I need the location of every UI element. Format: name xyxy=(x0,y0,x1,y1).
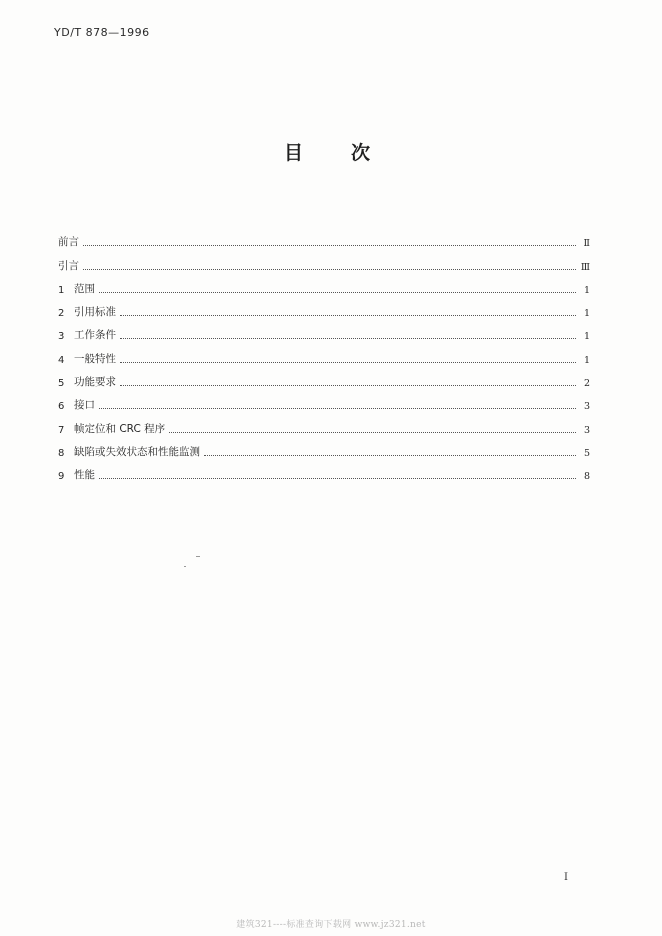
toc-entry-page: Ⅲ xyxy=(580,261,590,273)
toc-leader-dots xyxy=(169,431,576,433)
toc-leader-dots xyxy=(99,291,576,293)
watermark: 建筑321----标准查询下载网 www.jz321.net xyxy=(236,920,426,930)
toc-entry[interactable] xyxy=(58,412,590,435)
toc-entry-page: 1 xyxy=(583,331,590,343)
toc-entry[interactable] xyxy=(58,366,590,389)
toc-entry-page: 1 xyxy=(583,308,590,320)
toc-entry-page: 8 xyxy=(583,471,590,483)
toc-leader-dots xyxy=(120,314,576,316)
toc-leader-dots xyxy=(120,337,576,339)
scan-speck xyxy=(196,556,200,557)
page-number: I xyxy=(564,872,568,883)
toc-entry-page: 1 xyxy=(583,354,590,366)
toc-entry[interactable] xyxy=(58,249,590,272)
toc-entry[interactable] xyxy=(58,273,590,296)
toc-leader-dots xyxy=(99,407,576,409)
toc-entry-label: 一般特性 xyxy=(74,352,116,365)
toc-entry-number: 6 xyxy=(58,401,65,413)
toc-entry-label: 功能要求 xyxy=(74,376,116,389)
toc-leader-dots xyxy=(83,268,576,270)
toc-leader-dots xyxy=(99,477,576,479)
toc-entry-number: 7 xyxy=(58,424,65,436)
scan-speck xyxy=(184,566,186,567)
toc-entry[interactable] xyxy=(58,389,590,412)
toc-entry-number: 5 xyxy=(58,378,65,390)
toc-entry-label: 前言 xyxy=(58,236,79,249)
toc-entry-number: 8 xyxy=(58,447,65,459)
toc-entry-number: 2 xyxy=(58,308,65,320)
toc-entry-page: Ⅱ xyxy=(583,238,590,250)
toc-entry-label: 引用标准 xyxy=(74,306,116,319)
toc-entry[interactable] xyxy=(58,226,590,249)
toc-leader-dots xyxy=(83,244,576,246)
toc-entry-number: 1 xyxy=(58,284,65,296)
toc-entry-page: 2 xyxy=(583,378,590,390)
toc-entry-label: 性能 xyxy=(74,469,95,482)
toc-entry-label: 帧定位和 CRC 程序 xyxy=(74,422,166,435)
toc-entry[interactable] xyxy=(58,459,590,482)
toc-entry-label: 工作条件 xyxy=(74,329,116,342)
toc-entry[interactable] xyxy=(58,296,590,319)
toc-entry-page: 3 xyxy=(583,401,590,413)
toc-entry-label: 缺陷或失效状态和性能监测 xyxy=(74,445,200,458)
toc-entry-number: 3 xyxy=(58,331,65,343)
toc-leader-dots xyxy=(204,454,576,456)
toc-entry-page: 1 xyxy=(583,284,590,296)
toc-entry-label: 范围 xyxy=(74,282,95,295)
toc-leader-dots xyxy=(120,361,576,363)
toc-entry-label: 接口 xyxy=(74,399,95,412)
toc-entry[interactable] xyxy=(58,436,590,459)
table-of-contents xyxy=(58,226,590,482)
toc-entry-page: 5 xyxy=(583,447,590,459)
toc-entry-number: 4 xyxy=(58,354,65,366)
toc-entry-label: 引言 xyxy=(58,259,79,272)
standard-code: YD/T 878—1996 xyxy=(54,26,150,39)
toc-entry-number: 9 xyxy=(58,471,65,483)
toc-entry[interactable] xyxy=(58,319,590,342)
page-title: 目次 xyxy=(283,142,418,164)
toc-entry-page: 3 xyxy=(583,424,590,436)
toc-entry[interactable] xyxy=(58,342,590,365)
toc-leader-dots xyxy=(120,384,576,386)
